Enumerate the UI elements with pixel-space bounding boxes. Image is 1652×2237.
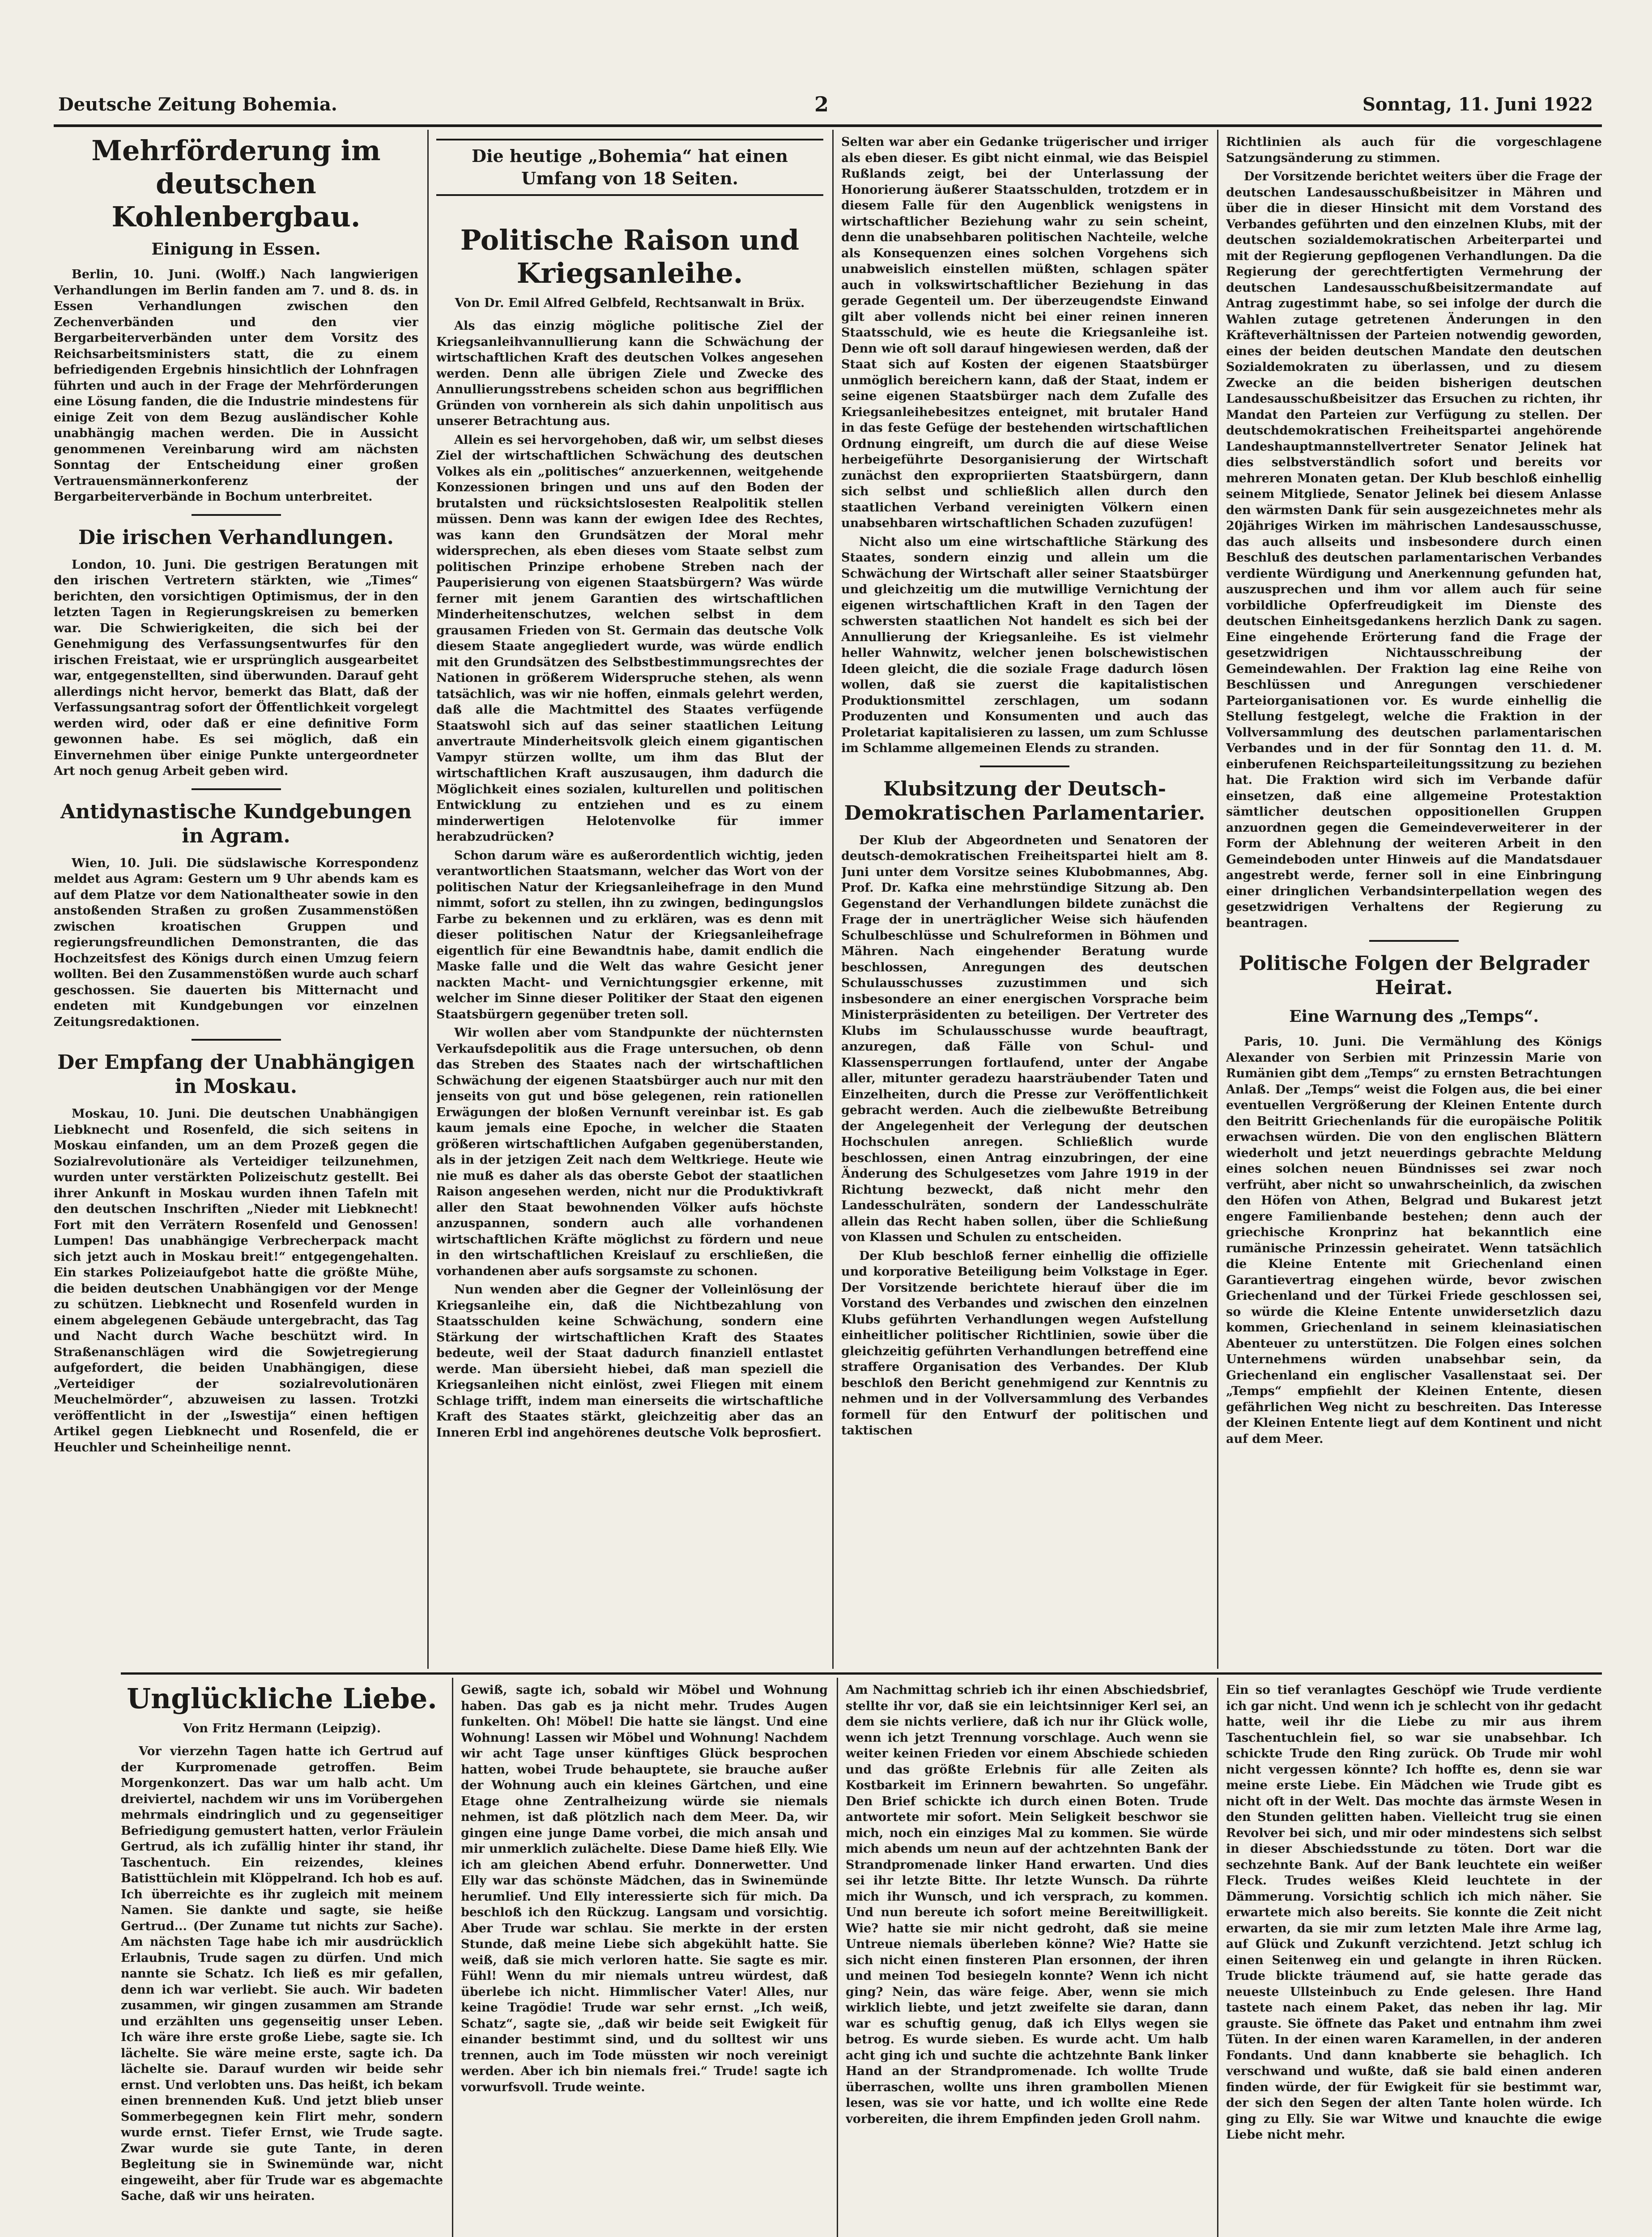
article-divider xyxy=(192,1039,281,1041)
subheadline-temps: Eine Warnung des „Temps“. xyxy=(1289,1007,1539,1026)
byline: Von Dr. Emil Alfred Gelbfeld, Rechtsanwalt in Brüx. xyxy=(455,296,805,310)
column-3 xyxy=(841,134,1208,1664)
column-2 xyxy=(436,224,823,1664)
column-divider xyxy=(452,1678,453,2237)
article-divider xyxy=(980,766,1069,767)
article-text: Wir wollen aber vom Standpunkte der nüchternsten Verkaufsdepolitik aus die Frage untersuchen, ob denn das Streben des Staates nach der wirtschaftlichen Schwächung der eigenen Staatsbürger auch nur mit den jenseits von gut und böse gelegenen, rein rationellen Erwägungen der bloßen Vernunft vereinbar ist. Es gab kaum jemals eine Epoche, in welcher die Staaten größeren wirtschaftlichen Aufgaben gegenüberstanden, als in der jetzigen Zeit nach dem Weltkriege. Heute wie nie muß es daher als das oberste Gebot der staatlichen Raison angesehen werden, nicht nur die Produktivkraft aller den Staat bewohnenden Völker aufs höchste anzuspannen, sondern auch alle vorhandenen wirtschaftlichen Kräfte möglichst zu fördern und neue in den wirtschaftlichen Kreislauf zu erschließen, die vorhandenen aber aufs sorgsamste zu schonen. xyxy=(436,1026,823,1278)
article-text: Der Vorsitzende berichtet weiters über die Frage der deutschen Landesausschußbeisitzer in Mähren und über die in dieser Hinsicht mit dem Vorstand des Verbandes geführten und den einzelnen Klubs, mit der deutschen sozialdemokratischen Arbeiterpartei und mit der Regierung gepflogenen Verhandlungen. Da die Regierung der gerechtfertigten Vermehrung der deutschen Landesausschußbeisitzermandate auf Antrag zugestimmt habe, so sei infolge der durch die Wahlen zutage getretenen Änderungen in den Kräfteverhältnissen der Parteien notwendig geworden, eines der beiden deutschen Mandate den deutschen Sozialdemokraten zu überlassen, und zu diesem Zwecke an die beiden bisherigen deutschen Landesausschußbeisitzer das Ersuchen zu richten, ihr Mandat den Parteien zur Verfügung zu stellen. Der deutschdemokratischen Freiheitspartei angehörende Landeshauptmannstellvertreter Senator Jelinek hat dies selbstverständlich sofort und bereits vor mehreren Monaten getan. Der Klub beschloß einhellig seinem Mitgliede, Senator Jelinek bei diesem Anlasse den wärmsten Dank für sein ausgezeichnetes mehr als 20jähriges Wirken im mährischen Landesausschusse, das auch allseits und insbesondere durch einen Beschluß des deutschen parlamentarischen Verbandes verdiente Würdigung und Anerkennung gefunden hat, auszusprechen und ihm vor allem auch für seine vorbildliche Opferfreudigkeit im Dienste des deutschen Einheitsgedankens herzlich Dank zu sagen. Eine eingehende Erörterung fand die Frage der gesetzwidrigen Nichtausschreibung der Gemeindewahlen. Der Fraktion lag eine Reihe von Beschlüssen und Anregungen verschiedener Parteiorganisationen vor. Es wurde einhellig die Stellung festgelegt, welche die Fraktion in der Vollversammlung des deutschen parlamentarischen Verbandes und in der für Sonntag den 11. d. M. einberufenen Reichsparteileitungssitzung zu beziehen hat. Die Fraktion wird sich im Verbande dafür einsetzen, daß eine allgemeine Protestaktion sämtlicher deutschen oppositionellen Gruppen anzuordnen gegen die Gemeindeverweiterer in der Form der Ablehnung der weiteren Arbeit in den Gemeindeboden unter Hinweis auf die Mandatsdauer angestrebt werde, ferner soll in eine Einbringung einer dringlichen Verbandsinterpellation wegen des gesetzwidrigen Verhaltens der Regierung zu beantragen. xyxy=(1226,170,1602,930)
page-number: 2 xyxy=(814,92,829,116)
subheadline-essen: Einigung in Essen. xyxy=(151,240,321,259)
article-text: Schon darum wäre es außerordentlich wichtig, jeden verantwortlichen Staatsmann, welcher das Wort von der politischen Natur der Kriegsanleihefrage in den Mund nimmt, sofort zu stellen, ihn zu zwingen, bedingungslos Farbe zu bekennen und zu erklären, was es denn mit dieser politischen Natur der Kriegsanleihefrage eigentlich für eine Bewandtnis habe, damit endlich die Maske falle und die Welt das wahre Gesicht jener nackten Macht- und Vernichtungsgier erkenne, mit welcher im Sinne dieser Politiker der Staat den eigenen Staatsbürgern gegenüber treten soll. xyxy=(436,848,823,1021)
column-divider xyxy=(427,130,429,1669)
story-text: Gewiß, sagte ich, sobald wir Möbel und Wohnung haben. Das gab es ja nicht mehr. Trudes Augen funkelten. Oh! Möbel! Die hatte sie längst. Und eine Wohnung! Lassen wir Möbel und Wohnung! Nachdem wir acht Tage unser künftiges Glück besprochen hatten, wobei Trude behauptete, sie brauche außer der Wohnung auch ein kleines Gärtchen, und eine Etage ohne Zentralheizung würde sie niemals nehmen, ist daß plötzlich nach dem Meer. Da, wir gingen eine junge Dame vorbei, die mich ansah und mir unmerklich zulächelte. Diese Dame hieß Elly. Wie ich am gleichen Abend erfuhr. Donnerwetter. Und Elly war das schönste Mädchen, das in Swinemünde herumlief. Und Elly interessierte sich für mich. Da beschloß ich den Rückzug. Langsam und vorsichtig. Aber Trude war schlau. Sie merkte in der ersten Stunde, daß meine Liebe sich abgekühlt hatte. Sie weiß, daß sie mich verloren hatte. Sie sagte es mir. Fühl! Wenn du mir niemals untreu würdest, daß überlebe ich nicht. Himmlischer Vater! Alles, nur keine Tragödie! Trude war sehr ernst. „Ich weiß, Schatz“, sagte sie, „daß wir beide seit Ewigkeit für einander bestimmt sind, und du solltest wir uns trennen, auch im Tode müssten wir noch vereinigt werden. Aber ich bin niemals frei.“ Trude! sagte ich vorwurfsvoll. Trude weinte. xyxy=(461,1683,828,2094)
feuilleton-byline: Von Fritz Hermann (Leipzig). xyxy=(183,1722,381,1735)
issue-date: Sonntag, 11. Juni 1922 xyxy=(1362,94,1593,115)
article-text: Nun wenden aber die Gegner der Volleinlösung der Kriegsanleihe ein, daß die Nichtbezahlung von Staatsschulden keine Schwächung, sondern eine Stärkung der wirtschaftlichen Kraft des Staates bedeute, weil der Staat dadurch finanziell entlastet werde. Man übersieht hiebei, daß man speziell die Kriegsanleihen nicht einlöst, zwei Fliegen mit einem Schlage trifft, indem man einerseits die wirtschaftliche Kraft des Staates stärkt, gleichzeitig aber das an Inneren Erbl ind angehörenes deutsche Volk beprosfiert. xyxy=(436,1283,823,1440)
article-divider xyxy=(1369,940,1459,942)
article-text: Paris, 10. Juni. Die Vermählung des Königs Alexander von Serbien mit Prinzessin Marie von Rumänien gibt dem „Temps“ zu ernsten Betrachtungen Anlaß. Der „Temps“ weist die Folgen aus, die bei einer eventuellen Vergrößerung der Kleinen Entente durch den Beitritt Griechenlands für die europäische Politik erwachsen würden. Die von den englischen Blättern wiederholt und jetzt neuerdings gebrachte Meldung eines solchen neuen Bündnisses sei zwar noch verfrüht, aber nicht so unwahrscheinlich, da zwischen den Höfen von Athen, Belgrad und Bukarest jetzt engere Familienbande bestehen; denn auch der griechische Kronprinz hat bekanntlich eine rumänische Prinzessin geheiratet. Wenn tatsächlich die Kleine Entente mit Griechenland einen Garantievertrag eingehen würde, bevor zwischen Griechenland und der Türkei Friede geschlossen sei, so würde die Kleine Entente unwidersetzlich dazu kommen, Griechenland in seinem kleinasiatischen Abenteuer zu unterstützen. Die Folgen eines solchen Unternehmens würden unabsehbar sein, da Griechenland ein englischer Vasallenstaat sei. Der „Temps“ empfiehlt der Kleinen Entente, diesen gefährlichen Weg nicht zu beschreiten. Das Interesse der Kleinen Entente liegt auf dem Kontinent und nicht auf dem Meer. xyxy=(1226,1035,1602,1446)
article-text: Nicht also um eine wirtschaftliche Stärkung des Staates, sondern einzig und allein um die Schwächung der Wirtschaft aller seiner Staatsbürger und gleichzeitig um die mutwillige Vernichtung der eigenen wirtschaftlichen Kraft in den Tagen der schwersten staatlichen Not handelt es sich bei der Annullierung der Kriegsanleihe. Es ist vielmehr heller Wahnwitz, welcher jenen bolschewistischen Ideen gleicht, die die soziale Frage dadurch lösen wollen, daß sie zuerst die kapitalistischen Produktionsmittel zerschlagen, um sodann Produzenten und Konsumenten und auch das Proletariat kapitalisieren zu lassen, um zum Schlusse im Schlamme allgemeinen Elends zu stranden. xyxy=(841,535,1208,755)
headline-moskau: Der Empfang der Unabhängigen in Moskau. xyxy=(57,1051,415,1098)
column-1 xyxy=(54,134,418,1664)
article-text: London, 10. Juni. Die gestrigen Beratungen mit den irischen Vertretern stärkten, wie „Times“ berichten, den vorsichtigen Optimismus, der in den letzten Tagen in Regierungskreisen zu bemerken war. Die Schwierigkeiten, die sich bei der Genehmigung des Verfassungsentwurfes für den irischen Freistaat, wie er ursprünglich ausgearbeitet war, entgegenstellten, sind überwunden. Darauf geht allerdings nicht hervor, bemerkt das Blatt, daß der Verfassungsantrag sofort der Öffentlichkeit vorgelegt werden wird, oder daß er eine definitive Form gewonnen habe. Es sei möglich, daß ein Einvernehmen über einige Punkte untergeordneter Art noch genug Arbeit geben wird. xyxy=(54,557,418,778)
article-text: Der Klub beschloß ferner einhellig die offizielle und korporative Beteiligung beim Volkstage in Eger. Der Vorsitzende berichtete hierauf über die im Vorstand des Verbandes und zwischen den einzelnen Klubs geführten Verhandlungen wegen Aufstellung einheitlicher politischer Richtlinien, sowie über die gleichzeitig geführten Verhandlungen betreffend eine straffere Organisation des Verbandes. Der Klub beschloß den Bericht genehmigend zur Kenntnis zu nehmen und in der Vollversammlung des Verbandes formell für den Entwurf der politischen und taktischen xyxy=(841,1249,1208,1437)
article-text: Als das einzig mögliche politische Ziel der Kriegsanleihvannullierung kann die Schwächung der wirtschaftlichen Kraft des deutschen Volkes angesehen werden. Denn alle übrigen Ziele und Zwecke des Annullierungsstrebens scheiden schon aus begrifflichen Gründen von vornherein als sich dahin unpolitisch aus unserer Betrachtung aus. xyxy=(436,319,823,428)
story-text: Ein so tief veranlagtes Geschöpf wie Trude verdiente ich gar nicht. Und wenn ich je schlecht von ihr gedacht hatte, weil ihr die Liebe zu mir aus ihrem Taschentuchlein fiel, so war sie unabsehbar. Ich schickte Trude den Ring zurück. Ob Trude mir wohl nicht vergessen könnte? Ich hoffte es, denn sie war meine erste Liebe. Ein Mädchen wie Trude gibt es nicht oft in der Welt. Das mochte das ärmste Wesen in den Stunden gelitten haben. Vielleicht trug sie einen Revolver bei sich, und mir oder mindestens sich selbst in dieser Abschiedsstunde zu töten. Dort war die sechzehnte Bank. Auf der Bank leuchtete ein weißer Fleck. Trudes weißes Kleid leuchtete in der Dämmerung. Vorsichtig schlich ich mich näher. Sie erwartete mich also bereits. Sie konnte die Zeit nicht erwarten, da sie mir zum letzten Male ihre Arme lag, auf Glück und Zukunft verzichtend. Jetzt schlug ich einen Seitenweg ein und gelangte in ihren Rücken. Trude blickte träumend auf, sie hatte gerade das neueste Ullsteinbuch zu Ende gelesen. Ihre Hand tastete nach einem Paket, das neben ihr lag. Mir grauste. Sie öffnete das Paket und entnahm ihm zwei Tüten. In der einen waren Karamellen, in der anderen Fondants. Und dann knabberte sie behaglich. Ich verschwand und wußte, daß sie bald einen anderen finden würde, der für Ewigkeit für sie bestimmt war, der sich den Segen der alten Tante holen würde. Ich ging zu Elly. Sie war Witwe und knauchte die ewige Liebe nicht mehr. xyxy=(1226,1683,1602,2142)
feuilleton-column-4 xyxy=(1226,1682,1602,2237)
article-text: Der Klub der Abgeordneten und Senatoren der deutsch-demokratischen Freiheitspartei hielt am 8. Juni unter dem Vorsitze seines Klubobmannes, Abg. Prof. Dr. Kafka eine mehrstündige Sitzung ab. Den Gegenstand der Verhandlungen bildete zunächst die Frage der in unerträglicher Weise sich häufenden Schulbeschlüsse und Schulreformen in Böhmen und Mähren. Nach eingehender Beratung wurde beschlossen, Anregungen des deutschen Schulausschusses zuzustimmen und sich insbesondere an einer energischen Vorsprache beim Ministerpräsidenten zu beteiligen. Der Vertreter des Klubs im Schulausschusse wurde beauftragt, anzuregen, daß Fälle von Schul- und Klassensperrungen fortlaufend, unter der Angabe aller, mitunter geradezu haarsträubender Taten und Einzelheiten, durch die Presse zur Veröffentlichkeit gebracht werden. Auch die zielbewußte Betreibung der Angelegenheit der Verlegung der deutschen Hochschulen anregen. Schließlich wurde beschlossen, einen Antrag einzubringen, der eine Änderung des Schulgesetzes vom Jahre 1919 in der Richtung bezweckt, daß nicht mehr den Landesschulräten, sondern der Landesschulräte allein das Recht haben sollen, über die Schließung von Klassen und Schulen zu entscheiden. xyxy=(841,833,1208,1244)
headline-belgrader-heirat: Politische Folgen der Belgrader Heirat. xyxy=(1239,952,1589,999)
headline-kohlenbergbau: Mehrförderung im deutschen Kohlenbergbau. xyxy=(91,134,381,233)
feuilleton-rule xyxy=(121,1672,1602,1675)
column-divider xyxy=(837,1678,838,2237)
column-divider xyxy=(832,130,834,1669)
headline-agram: Antidynastische Kundgebungen in Agram. xyxy=(60,800,412,847)
article-text: Wien, 10. Juli. Die südslawische Korrespondenz meldet aus Agram: Gestern um 9 Uhr abends kam es auf dem Platze vor dem Nationaltheater sowie in den anstoßenden Straßen zu großen Zusammenstößen zwischen kroatischen Gruppen und regierungsfreundlichen Demonstranten, die das Hochzeitsfest des Königs durch einen Umzug feiern wollten. Bei den Zusammenstößen wurde auch scharf geschossen. Sie dauerten bis Mitternacht und endeten mit Kundgebungen vor einzelnen Zeitungsredaktionen. xyxy=(54,856,418,1029)
page-header xyxy=(54,89,1602,121)
headline-klubsitzung: Klubsitzung der Deutsch-Demokratischen Parlamentarier. xyxy=(844,777,1205,825)
headline-irish: Die irischen Verhandlungen. xyxy=(78,526,394,549)
column-divider xyxy=(1217,1678,1218,2237)
feuilleton-column-2 xyxy=(461,1682,828,2237)
header-rule xyxy=(54,124,1602,127)
notice-box: Die heutige „Bohemia“ hat einen Umfang von 18 Seiten. xyxy=(436,139,823,196)
article-text: Moskau, 10. Juni. Die deutschen Unabhängigen Liebknecht und Rosenfeld, die sich seitens in Moskau einfanden, um an dem Prozeß gegen die Sozialrevolutionäre als Verteidiger teilzunehmen, wurden unter verstärkten Polizeischutz gestellt. Bei ihrer Ankunft in Moskau wurden ihnen Tafeln mit den deutschen Inschriften „Nieder mit Liebknecht! Fort mit den Verrätern Rosenfeld und Genossen! Lumpen! Das unabhängige Verbrecherpack macht sich jetzt auch in Moskau breit!“ entgegengehalten. Ein starkes Polizeiaufgebot hatte die größte Mühe, die beiden deutschen Unabhängigen vor der Menge zu schützen. Liebknecht und Rosenfeld wurden in einem abgelegenen Gebäude untergebracht, das Tag und Nacht durch Wache beschützt wird. In Straßenanschlägen wird die Sowjetregierung aufgefordert, die beiden Unabhängigen, diese „Verteidiger der sozialrevolutionären Meuchelmörder“, abzuweisen zu lassen. Trotzki veröffentlicht in der „Iswestija“ einen heftigen Artikel gegen Liebknecht und Rosenfeld, die er Heuchler und Scheinheilige nennt. xyxy=(54,1107,418,1454)
article-text: Selten war aber ein Gedanke trügerischer und irriger als eben dieser. Es gibt nicht einmal, wie das Beispiel Rußlands zeigt, bei der Unterlassung der Honorierung äußerer Staatsschulden, trotzdem er in diesem Falle für den Augenblick wenigstens in wirtschaftlicher Beziehung wahr zu sein scheint, denn die unabsehbaren politischen Nachteile, welche als Konsequenzen eines solchen Vorgehens sich unabweislich einstellen müßten, schlagen später auch in volkswirtschaftlicher Beziehung in das gerade Gegenteil um. Der überzeugendste Einwand gilt aber vollends nicht bei einer reinen inneren Staatsschuld, wie es heute die Kriegsanleihe ist. Denn wie oft soll darauf hingewiesen werden, daß der Staat sich auf Kosten der eigenen Staatsbürger unmöglich bereichern kann, daß der Staat, indem er seine eigenen Staatsbürger nach dem Zufalle des Kriegsanleihebesitzes enteignet, mit brutaler Hand in das feste Gefüge der bestehenden wirtschaftlichen Ordnung eingreift, um durch die auf diese Weise herbeigeführte Desorganisierung der Wirtschaft zunächst den expropriierten Staatsbürgern, dann sich selbst und schließlich allen durch den staatlichen Verband vereinigten Völkern einen unabsehbaren wirtschaftlichen Schaden zuzufügen! xyxy=(841,135,1208,530)
feuilleton-column-1 xyxy=(121,1682,443,2237)
feuilleton-title: Unglückliche Liebe. xyxy=(127,1682,437,1715)
feuilleton-column-3 xyxy=(846,1682,1208,2237)
article-divider xyxy=(192,514,281,516)
newspaper-name: Deutsche Zeitung Bohemia. xyxy=(58,94,337,115)
article-text: Berlin, 10. Juni. (Wolff.) Nach langwierigen Verhandlungen im Berlin fanden am 7. und 8. ds. in Essen Verhandlungen zwischen den Zechenverbänden und den vier Bergarbeiterverbänden unter dem Vorsitz des Reichsarbeitsministers statt, die zu einem befriedigenden Ergebnis hinsichtlich der Lohnfragen führten und auch in der Frage der Mehrförderungen eine Lösung fanden, die die Industrie mindestens für einige Zeit von dem Bezug ausländischer Kohle unabhängig machen werden. Die in Aussicht genommenen Vereinbarung wird am nächsten Sonntag der Entscheidung einer großen Vertrauensmännerkonferenz der Bergarbeiterverbände in Bochum unterbreitet. xyxy=(54,268,418,504)
story-text: Am Nachmittag schrieb ich ihr einen Abschiedsbrief, stellte ihr vor, daß sie ein leichtsinniger Kerl sei, an dem sie nichts verliere, daß ich nur ihr Glück wolle, wenn ich jetzt Trennung vorschlage. Auch wenn sie weiter keinen Frieden vor einem Abschiede schieden und das größte Erlebnis für alle Zeiten als Kostbarkeit im Erinnern bewahrten. So ungefähr. Den Brief schickte ich durch einen Boten. Trude antwortete mir sofort. Mein Seligkeit beschwor sie mich, noch ein einziges Mal zu kommen. Sie würde mich abends um neun auf der achtzehnten Bank der Strandpromenade linker Hand erwarten. Und dies sei ihr letzte Bitte. Ihr letzte Wunsch. Da rührte mich ihr Wunsch, und ich versprach, zu kommen. Und nun bereute ich sofort meine Bereitwilligkeit. Wie? hatte sie mir nicht gedroht, daß sie meine Untreue niemals überleben könne? Wie? Hatte sie sich nicht einen finsteren Plan ersonnen, der ihren und meinen Tod besiegeln konnte? Wenn ich nicht ging? Nein, das wäre feige. Aber, wenn sie mich wirklich liebte, und jetzt zweifelte sie daran, dann war es schuftig genug, daß ich Ellys wegen sie betrog. Es wurde sieben. Es wurde acht. Um halb acht ging ich und suchte die achtzehnte Bank linker Hand an der Strandpromenade. Ich wollte Trude überraschen, wollte uns ihren grambollen Mienen lesen, was sie vor hatte, und ich wollte eine Rede vorbereiten, die ihrem Empfinden jeden Groll nahm. xyxy=(846,1683,1208,2126)
article-text: Allein es sei hervorgehoben, daß wir, um selbst dieses Ziel der wirtschaftlichen Schwächung des deutschen Volkes als ein „politisches“ anzuerkennen, weitgehende Konzessionen bringen und uns auf den Boden der brutalsten und rücksichtslosesten Realpolitik stellen müssen. Denn was kann der ewigen Idee des Rechtes, was kann den Grundsätzen der Moral mehr widersprechen, als eben dieses vom Staate selbst zum politischen Prinzipe erhobene Streben nach der Pauperisierung von eigenen Staatsbürgern? Was würde ferner mit jenem Garantien des wirtschaftlichen Minderheitenschutzes, welchen selbst in dem grausamen Frieden von St. Germain das deutsche Volk diesem Staate angegliedert wurde, was würde endlich mit den Grundsätzen des Selbstbestimmungsrechtes der Nationen in größerem Widerspruche stehen, als wenn tatsächlich, was wir nie hoffen, einmals gelehrt werden, daß alle die Machtmittel des Staates verfügende Staatswohl sich auf das seiner staatlichen Leitung anvertraute Minderheitsvolk gleich einem gigantischen Vampyr stürzen wollte, um ihm das Blut der wirtschaftlichen Kraft auszusaugen, ihm dadurch die Möglichkeit eines sozialen, kulturellen und politischen Entwicklung zu entziehen und es zu einem minderwertigen Helotenvolke für immer herabzudrücken? xyxy=(436,433,823,844)
article-text: Richtlinien als auch für die vorgeschlagene Satzungsänderung zu stimmen. xyxy=(1226,135,1602,165)
article-divider xyxy=(192,788,281,790)
column-4 xyxy=(1226,134,1602,1664)
column-divider xyxy=(1217,130,1218,1669)
story-text: Vor vierzehn Tagen hatte ich Gertrud auf der Kurpromenade getroffen. Beim Morgenkonzert. Das war um halb acht. Um dreiviertel, nachdem wir uns im Vorübergehen mehrmals eindringlich und zu gegenseitiger Befriedigung gemustert hatten, verlor Fräulein Gertrud, als ich zufällig hinter ihr stand, ihr Taschentuch. Ein reizendes, kleines Batisttüchlein mit Klöppelrand. Ich hob es auf. Ich überreichte es ihr zugleich mit meinem Namen. Sie dankte und sagte, sie heiße Gertrud... (Der Zuname tut nichts zur Sache). Am nächsten Tage habe ich mir ausdrücklich Erlaubnis, Trude sagen zu dürfen. Und mich nannte sie Schatz. Ich ließ es mir gefallen, denn ich war verliebt. Sie auch. Wir badeten zusammen, wir gingen zusammen am Strande und erzählten uns gegenseitig unser Leben. Ich wäre ihre erste große Liebe, sagte sie. Ich lächelte. Sie wäre meine erste, sagte ich. Da lächelte sie. Darauf wurden wir beide sehr ernst. Und verlobten uns. Das heißt, ich bekam einen brennenden Kuß. Und jetzt blieb unser Sommerbegegnen kein Flirt mehr, sondern wurde ernst. Tiefer Ernst, wie Trude sagte. Zwar wurde sie gute Tante, in deren Begleitung sie in Swinemünde war, nicht eingeweiht, aber für Trude war es abgemachte Sache, daß wir uns heiraten. xyxy=(121,1744,443,2203)
headline-kriegsanleihe: Politische Raison und Kriegsanleihe. xyxy=(460,224,800,289)
